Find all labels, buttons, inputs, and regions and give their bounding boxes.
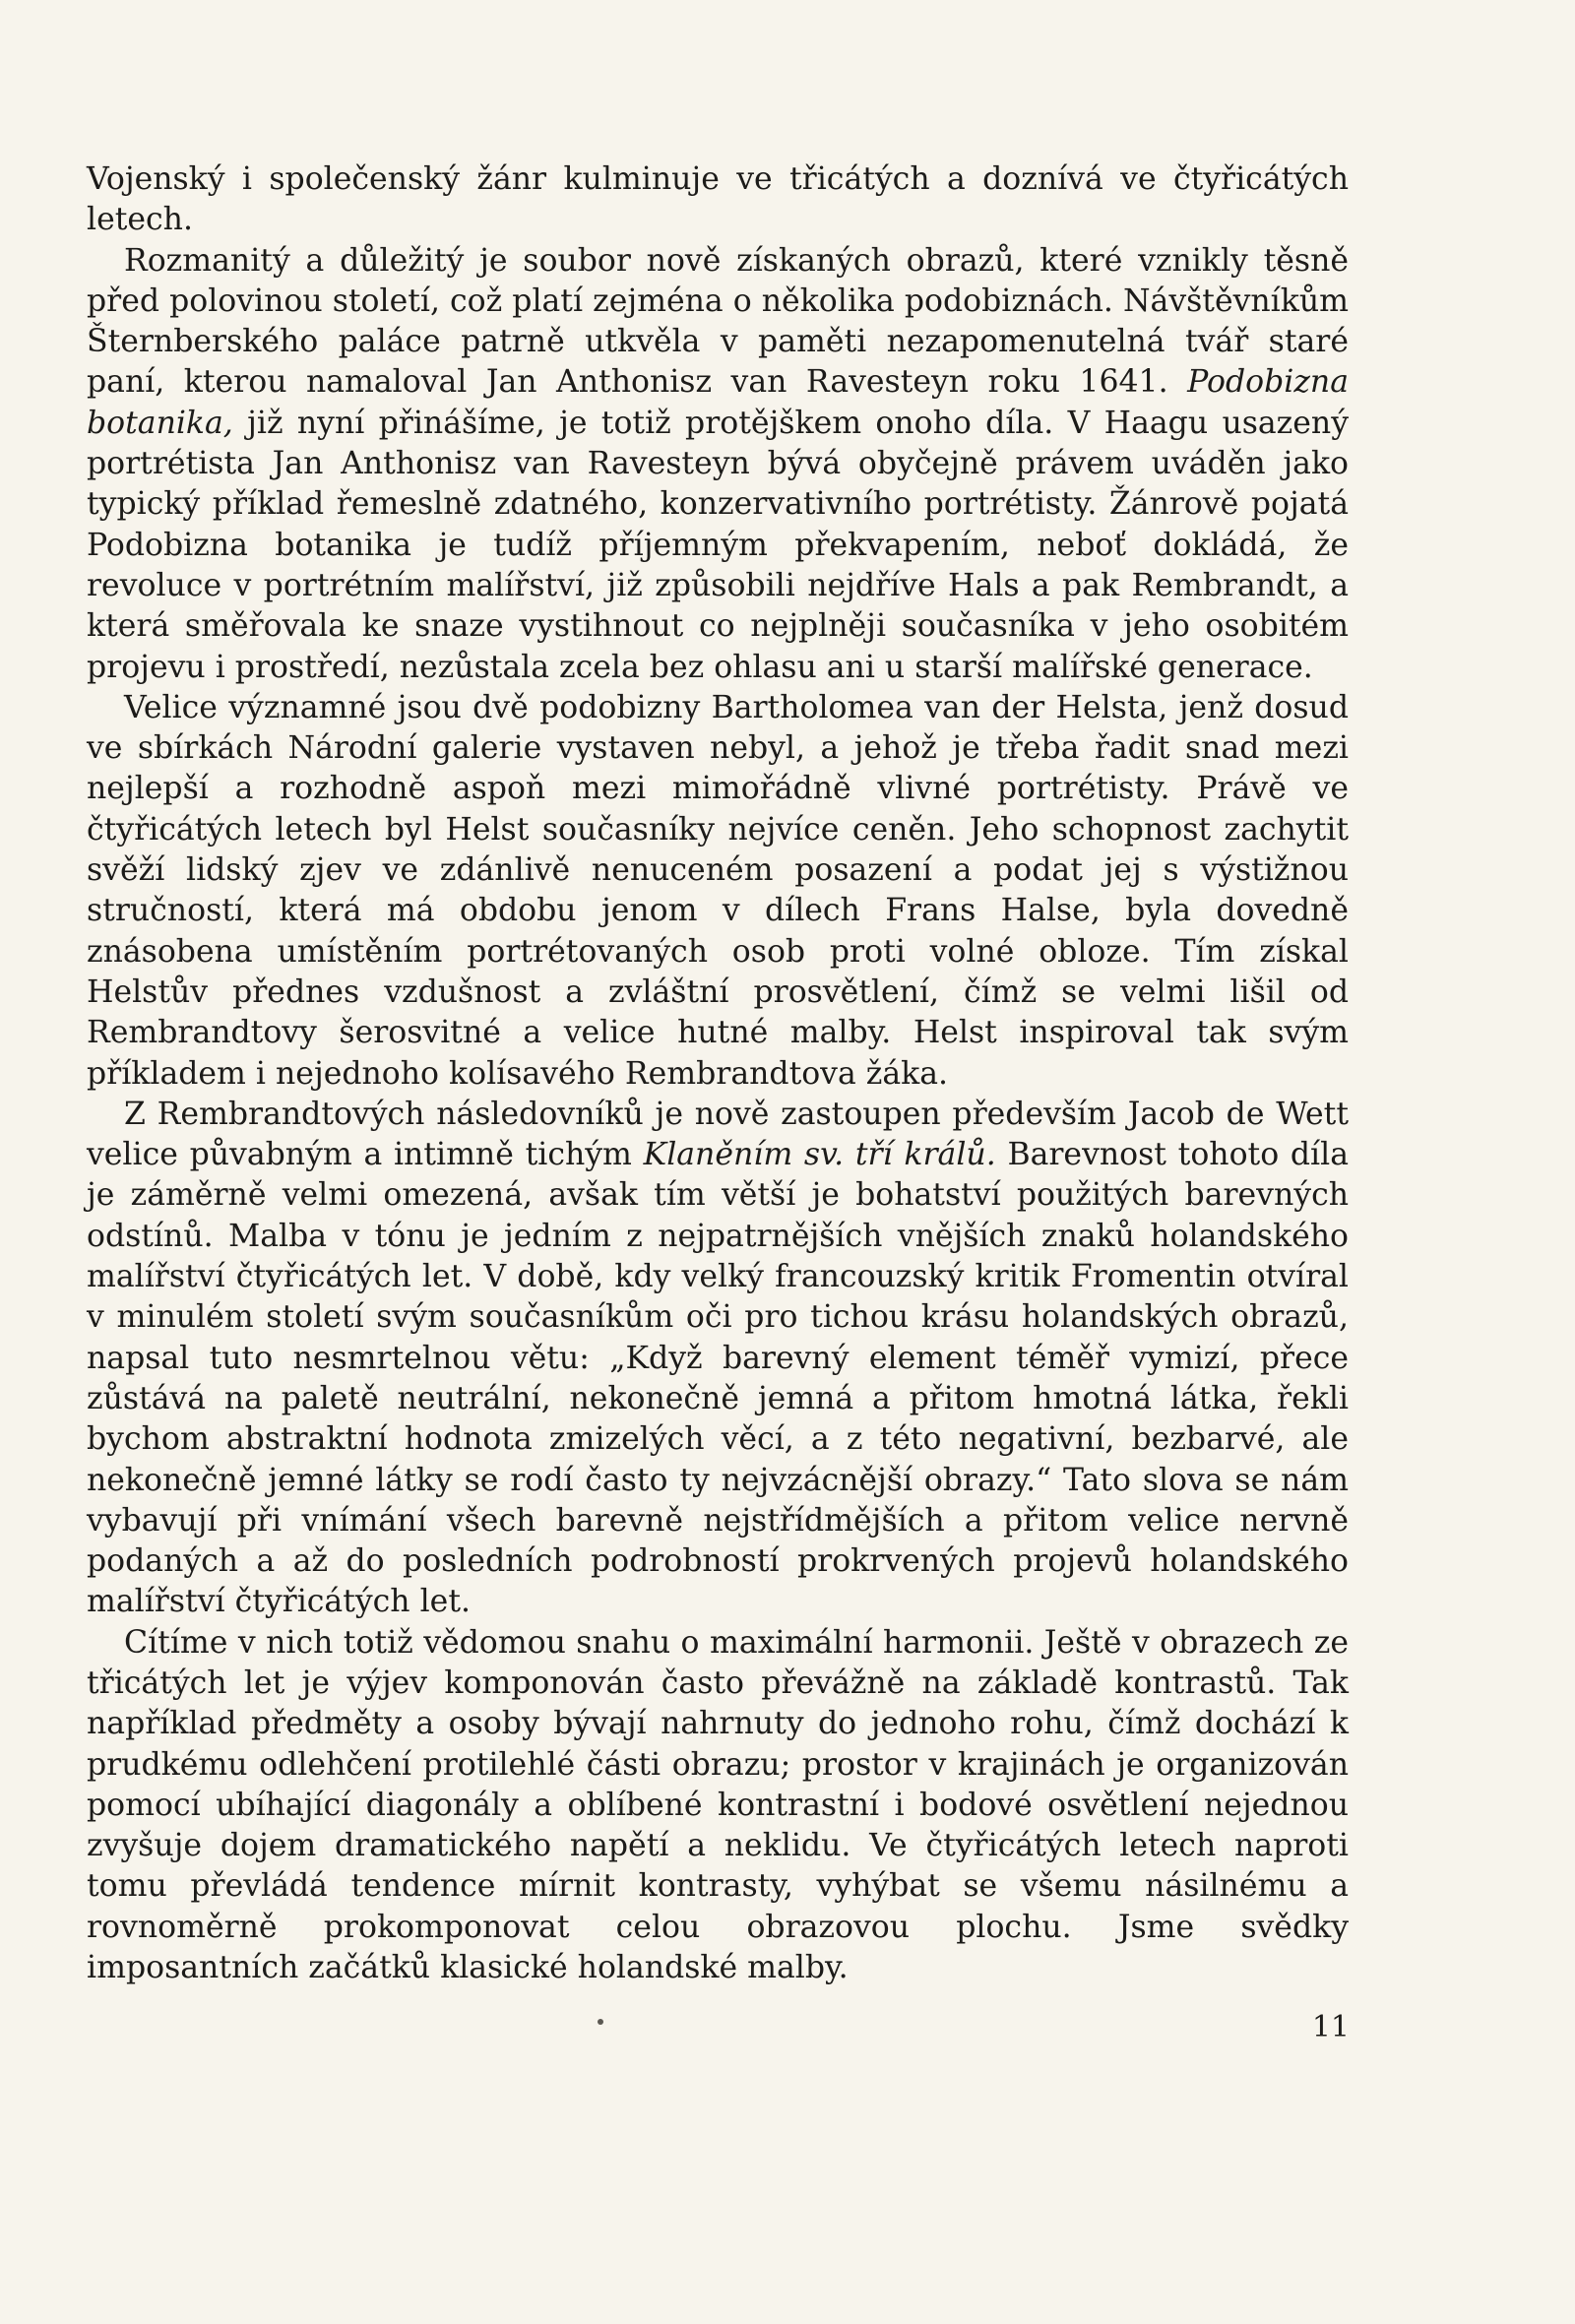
paragraph [87, 688, 1349, 1095]
print-speck [598, 2019, 603, 2025]
text-run: Vojenský i společenský žánr kulminuje ve třicátých a doznívá ve čtyřicátých letech. [87, 161, 1349, 238]
text-run: Z Rembrandtových následovníků je nově zastoupen především Jacob de Wett velice půvabným a intimně tichým [87, 1096, 1349, 1173]
page-number: 11 [1311, 2010, 1350, 2044]
paragraph [87, 1623, 1349, 1989]
paragraph [87, 1095, 1349, 1623]
body-text [87, 159, 1349, 1988]
text-run: Rozmanitý a důležitý je soubor nově získaných obrazů, které vznikly těsně před polovinou století, což platí zejména o několika podobiznách. Návštěvníkům Šternberského paláce patrně utkvěla v paměti nezapomenutelná tvář staré paní, kterou namaloval Jan Anthonisz van Ravesteyn roku 1641. [87, 242, 1349, 401]
italic-title: Klaněním sv. tří králů. [643, 1137, 996, 1173]
text-run: již nyní přinášíme, je totiž protějškem onoho díla. V Haagu usazený portrétista Jan Anthonisz van Ravesteyn bývá obyčejně právem uváděn jako typický příklad řemeslně zdatného, konzervativního portrétisty. Žánrově pojatá Podobizna botanika je tudíž příjemným překvapením, neboť dokládá, že revoluce v portrétním malířství, již způsobili nejdříve Hals a pak Rembrandt, a která směřovala ke snaze vystihnout co nejplněji současníka v jeho osobitém projevu i prostředí, nezůstala zcela bez ohlasu ani u starší malířské generace. [87, 405, 1349, 685]
paragraph [87, 241, 1349, 688]
italic-title: Podobizna botanika, [87, 364, 1349, 441]
text-run: Velice významné jsou dvě podobizny Bartholomea van der Helsta, jenž dosud ve sbírkách Národní galerie vystaven nebyl, a jehož je třeba řadit snad mezi nejlepší a rozhodně aspoň mezi mimořádně vlivné portrétisty. Právě ve čtyřicátých letech byl Helst současníky nejvíce ceněn. Jeho schopnost zachytit svěží lidský zjev ve zdánlivě nenuceném posazení a podat jej s výstižnou stručností, která má obdobu jenom v dílech Frans Halse, byla dovedně znásobena umístěním portrétovaných osob proti volné obloze. Tím získal Helstův přednes vzdušnost a zvláštní prosvětlení, čímž se velmi lišil od Rembrandtovy šerosvitné a velice hutné malby. Helst inspiroval tak svým příkladem i nejednoho kolísavého Rembrandtova žáka. [87, 689, 1349, 1092]
text-run: Cítíme v nich totiž vědomou snahu o maximální harmonii. Ještě v obrazech ze třicátých let je výjev komponován často převážně na základě kontrastů. Tak například předměty a osoby bývají nahrnuty do jednoho rohu, čímž dochází k prudkému odlehčení protilehlé části obrazu; prostor v krajinách je organizován pomocí ubíhající diagonály a oblíbené kontrastní i bodové osvětlení nejednou zvyšuje dojem dramatického napětí a neklidu. Ve čtyřicátých letech naproti tomu převládá tendence mírnit kontrasty, vyhýbat se všemu násilnému a rovnoměrně prokomponovat celou obrazovou plochu. Jsme svědky imposantních začátků klasické holandské malby. [87, 1624, 1349, 1986]
text-run: Barevnost tohoto díla je záměrně velmi omezená, avšak tím větší je bohatství použitých barevných odstínů. Malba v tónu je jedním z nejpatrnějších vnějších znaků holandského malířství čtyřicátých let. V době, kdy velký francouzský kritik Fromentin otvíral v minulém století svým současníkům oči pro tichou krásu holandských obrazů, napsal tuto nesmrtelnou větu: „Když barevný element téměř vymizí, přece zůstává na paletě neutrální, nekonečně jemná a přitom hmotná látka, řekli bychom abstraktní hodnota zmizelých věcí, a z této negativní, bezbarvé, ale nekonečně jemné látky se rodí často ty nejvzácnější obrazy.“ Tato slova se nám vybavují při vnímání všech barevně nejstřídmějších a přitom velice nervně podaných a až do posledních podrobností prokrvených projevů holandského malířství čtyřicátých let. [87, 1137, 1349, 1620]
paragraph [87, 159, 1349, 241]
